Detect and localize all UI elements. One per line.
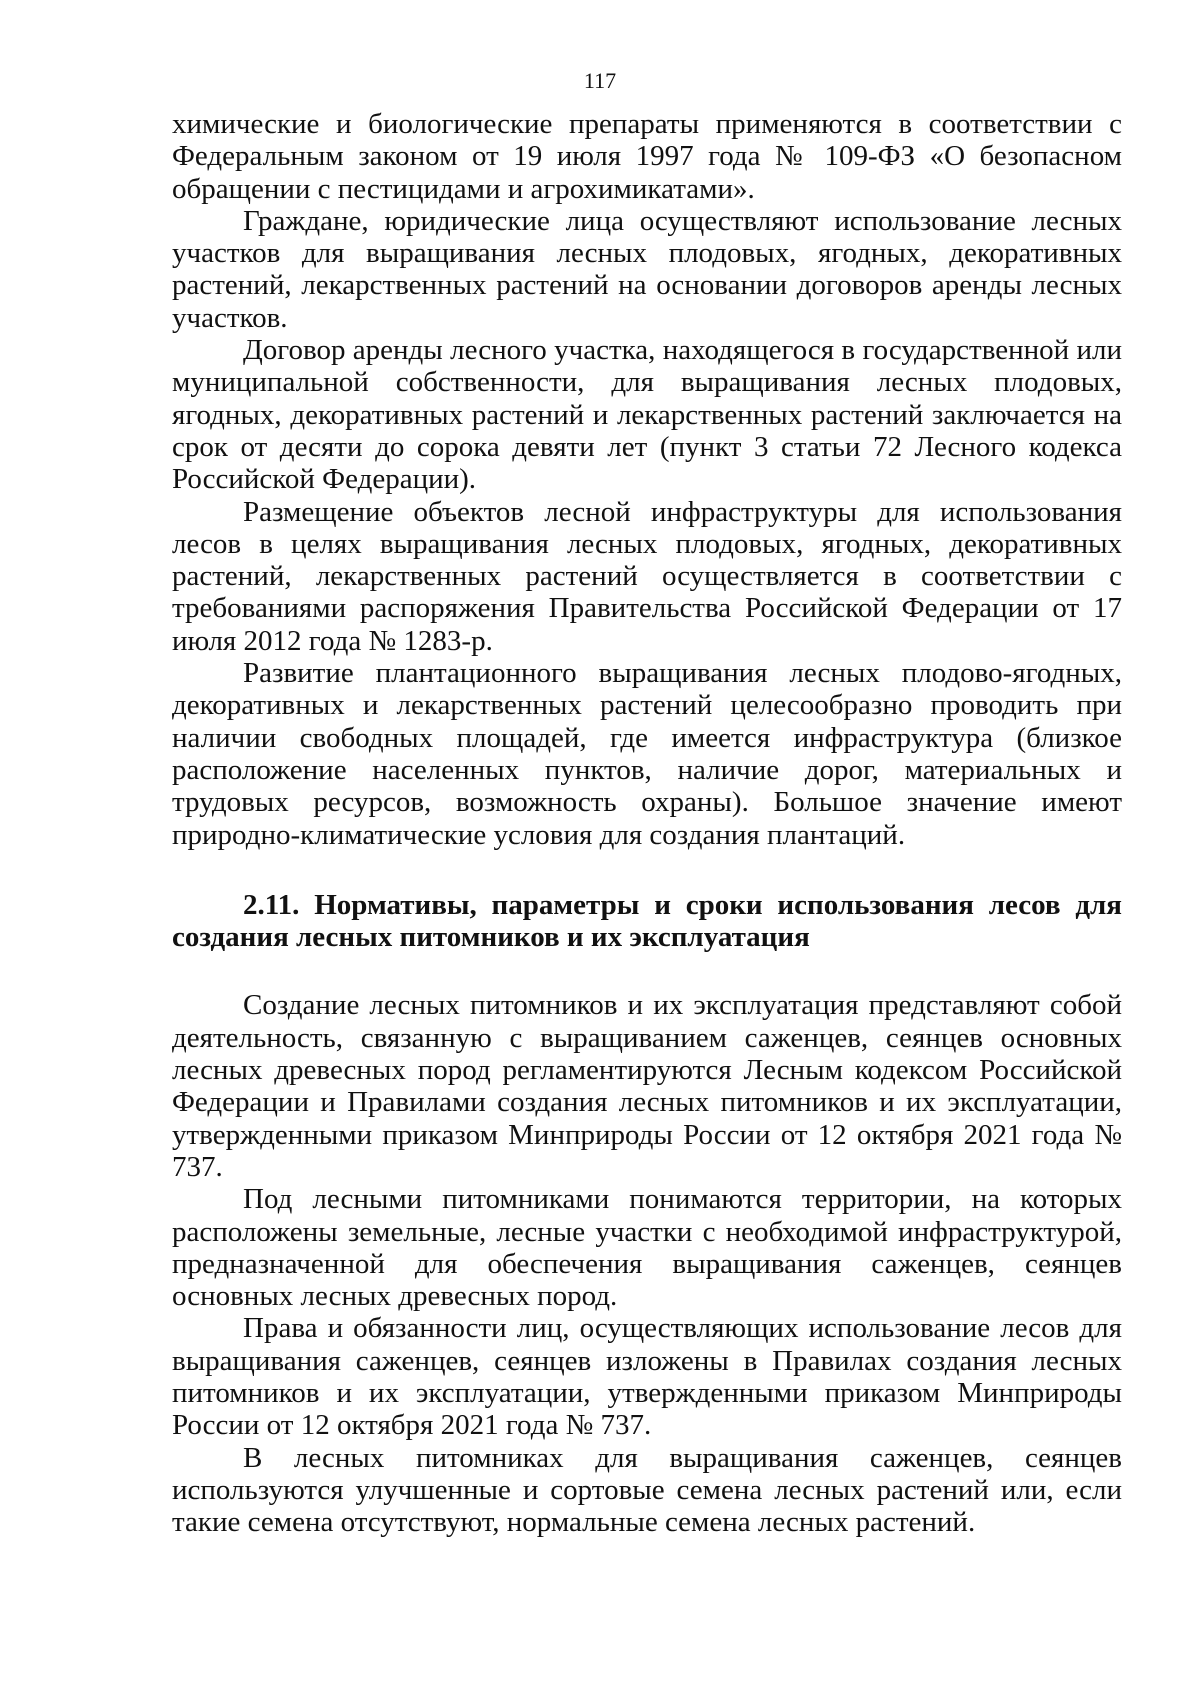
section-heading: 2.11. Нормативы, параметры и сроки использования лесов для создания лесных питомников и их эксплуатация	[172, 888, 1122, 954]
paragraph-2: Граждане, юридические лица осуществляют использование лесных участков для выращивания лесных плодовых, ягодных, декоративных растений, лекарственных растений на основании договоров аренды лесных участков.	[172, 204, 1122, 334]
paragraph-6: Создание лесных питомников и их эксплуатация представляют собой деятельность, связанную с выращиванием саженцев, сеянцев основных лесных древесных пород регламентируются Лесным кодексом Российской Федерации и Правилами создания лесных питомников и их эксплуатации, утвержденными приказом Минприроды России от 12 октября 2021 года № 737.	[172, 989, 1122, 1183]
paragraph-5: Развитие плантационного выращивания лесных плодово-ягодных, декоративных и лекарственных растений целесообразно проводить при наличии свободных площадей, где имеется инфраструктура (близкое расположение населенных пунктов, наличие дорог, материальных и трудовых ресурсов, возможность охраны). Большое значение имеют природно-климатические условия для создания плантаций.	[172, 657, 1122, 851]
paragraph-9: В лесных питомниках для выращивания саженцев, сеянцев используются улучшенные и сортовые семена лесных растений или, если такие семена отсутствуют, нормальные семена лесных растений.	[172, 1441, 1122, 1539]
paragraph-8: Права и обязанности лиц, осуществляющих использование лесов для выращивания саженцев, сеянцев изложены в Правилах создания лесных питомников и их эксплуатации, утвержденными приказом Минприроды России от 12 октября 2021 года № 737.	[172, 1312, 1122, 1442]
document-body	[172, 108, 1122, 1538]
paragraph-3: Договор аренды лесного участка, находящегося в государственной или муниципальной собственности, для выращивания лесных плодовых, ягодных, декоративных растений и лекарственных растений заключается на срок от десяти до сорока девяти лет (пункт 3 статьи 72 Лесного кодекса Российской Федерации).	[172, 334, 1122, 496]
paragraph-7: Под лесными питомниками понимаются территории, на которых расположены земельные, лесные участки с необходимой инфраструктурой, предназначенной для обеспечения выращивания саженцев, сеянцев основных лесных древесных пород.	[172, 1183, 1122, 1313]
paragraph-1: химические и биологические препараты применяются в соответствии с Федеральным законом от 19 июля 1997 года № 109-ФЗ «О безопасном обращении с пестицидами и агрохимикатами».	[172, 108, 1122, 205]
page-number: 117	[583, 68, 617, 93]
paragraph-4: Размещение объектов лесной инфраструктуры для использования лесов в целях выращивания лесных плодовых, ягодных, декоративных растений, лекарственных растений осуществляется в соответствии с требованиями распоряжения Правительства Российской Федерации от 17 июля 2012 года № 1283-р.	[172, 495, 1122, 657]
